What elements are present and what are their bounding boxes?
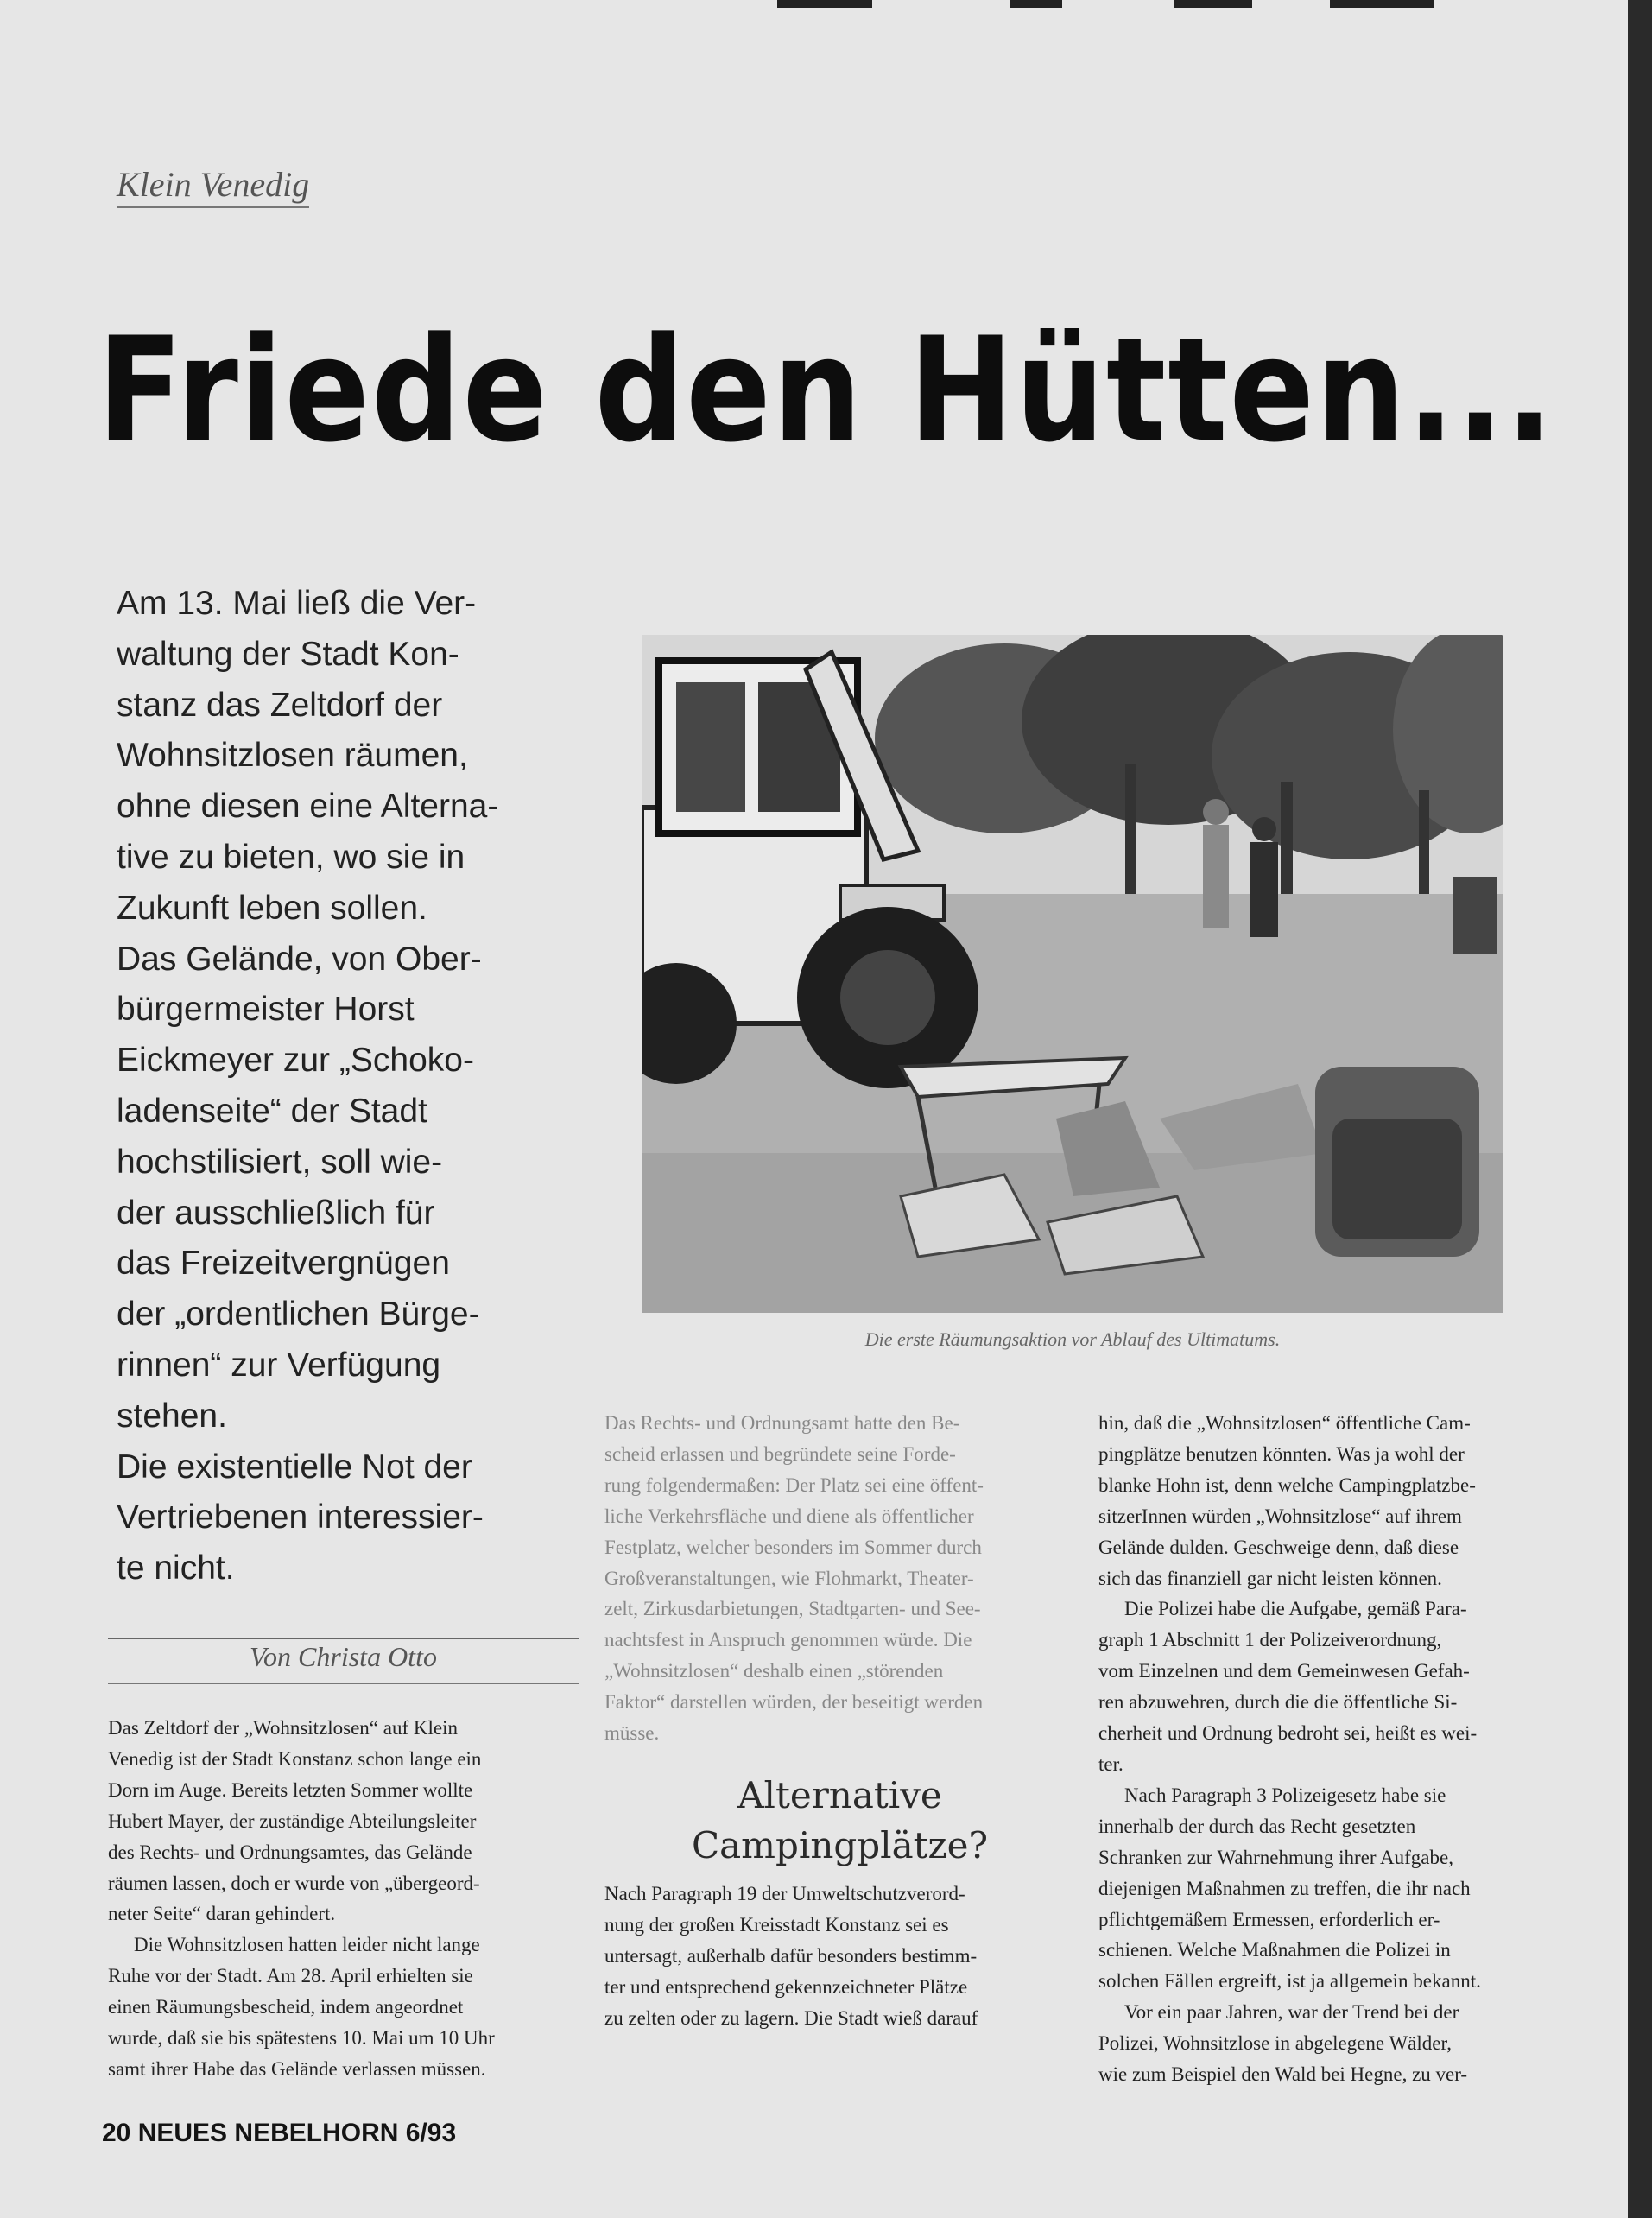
body-paragraph: Vor ein paar Jahren, war der Trend bei der Polizei, Wohnsitzlose in abgelegene Wälder, wie zum Beispiel den Wald bei Hegne, zu ver- <box>1098 2001 1468 2086</box>
byline-rule-top <box>108 1638 579 1639</box>
article-column-1 <box>108 1713 579 2085</box>
scan-top-marks <box>777 0 1468 9</box>
scan-edge <box>1628 0 1652 2218</box>
subheading <box>604 1771 1075 1871</box>
article-column-2-continued <box>604 1879 1075 2034</box>
section-label: Klein Venedig <box>117 164 309 208</box>
body-paragraph: Das Rechts- und Ordnungsamt hatte den Be- scheid erlassen und begründete seine Forde- rung folgendermaßen: Der Platz sei eine öffent- liche Verkehrsfläche und diene als öffentlicher Festplatz, welcher besonders im Sommer durch Großveranstaltungen, wie Flohmarkt, Theater- zelt, Zirkusdarbietungen, Stadtgarten- und See- nachtsfest in Anspruch genommen würde. Die „Wohnsitzlosen“ deshalb einen „störenden Faktor“ darstellen würden, der beseitigt werden müsse. <box>604 1412 984 1745</box>
byline: Von Christa Otto <box>250 1641 437 1672</box>
lead-paragraph <box>117 579 570 1594</box>
byline-rule-bottom <box>108 1683 579 1684</box>
body-paragraph: Nach Paragraph 19 der Umweltschutzverord- nung der großen Kreisstadt Konstanz sei es untersagt, außerhalb dafür besonders bestimm- ter und entsprechend gekennzeichneter Plätze zu zelten oder zu lagern. Die Stadt wieß darauf <box>604 1883 978 2029</box>
body-paragraph: hin, daß die „Wohnsitzlosen“ öffentliche Cam- pingplätze benutzen könnten. Was ja wohl der blanke Hohn ist, denn welche Campingplatzbe- sitzerInnen würden „Wohnsitzlose“ auf ihrem Gelände dulden. Geschweige denn, daß diese sich das finanziell gar nicht leisten können. <box>1098 1412 1476 1589</box>
page-footer: 20 NEUES NEBELHORN 6/93 <box>102 2119 457 2147</box>
lead-text: Am 13. Mai ließ die Ver- waltung der Stadt Kon- stanz das Zeltdorf der Wohnsitzlosen räumen, ohne diesen eine Alterna- tive zu bieten, wo sie in Zukunft leben sollen. Das Gelände, von Ober- bürgermeister Horst Eickmeyer zur „Schoko- ladenseite“ der Stadt hochstilisiert, soll wie- der ausschließlich für das Freizeitvergnügen der „ordentlichen Bürge- rinnen“ zur Verfügung stehen. <box>117 585 499 1435</box>
body-paragraph: Die Wohnsitzlosen hatten leider nicht lange Ruhe vor der Stadt. Am 28. April erhielten sie einen Räumungsbescheid, indem angeordnet wurde, daß sie bis spätestens 10. Mai um 10 Uhr samt ihrer Habe das Gelände verlassen müssen. <box>108 1934 495 2080</box>
subheading-line: Campingplätze? <box>692 1824 988 1866</box>
bulldozer-photo-illustration <box>642 635 1503 1313</box>
headline: Friede den Hütten... <box>97 307 1555 475</box>
body-paragraph: Die Polizei habe die Aufgabe, gemäß Para- graph 1 Abschnitt 1 der Polizeiverordnung, vom Einzelnen und dem Gemeinwesen Gefah- ren abzuwehren, durch die die öffentliche Si- cherheit und Ordnung bedroht sei, heißt es wei- ter. <box>1098 1598 1478 1775</box>
article-photo <box>642 635 1503 1313</box>
article-column-3 <box>1098 1408 1608 2090</box>
body-paragraph: Nach Paragraph 3 Polizeigesetz habe sie innerhalb der durch das Recht gesetzten Schranken zur Wahrnehmung ihrer Aufgabe, diejenigen Maßnahmen zu treffen, die ihr nach pflichtgemäßem Ermessen, erforderlich er- schienen. Welche Maßnahmen die Polizei in solchen Fällen ergreift, ist ja allgemein bekannt. <box>1098 1784 1481 1993</box>
photo-caption: Die erste Räumungsaktion vor Ablauf des Ultimatums. <box>864 1328 1281 1350</box>
body-paragraph: Das Zeltdorf der „Wohnsitzlosen“ auf Klein Venedig ist der Stadt Konstanz schon lange ein Dorn im Auge. Bereits letzten Sommer wollte Hubert Mayer, der zuständige Abteilungsleiter des Rechts- und Ordnungsamtes, das Gelände räumen lassen, doch er wurde von „übergeord- neter Seite“ daran gehindert. <box>108 1717 482 1925</box>
lead-text: Die existentielle Not der Vertriebenen interessier- te nicht. <box>117 1448 484 1587</box>
subheading-line: Alternative <box>737 1774 942 1816</box>
article-column-2 <box>604 1408 1075 1749</box>
